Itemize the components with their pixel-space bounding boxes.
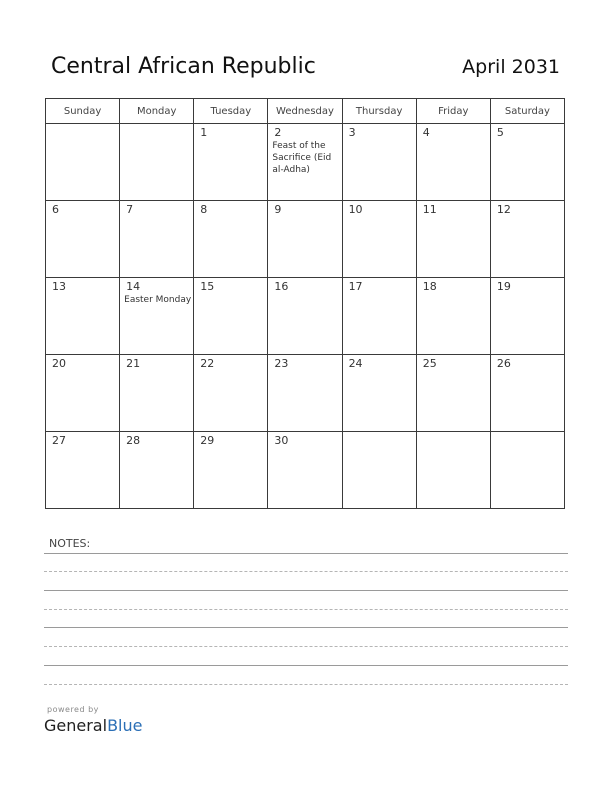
calendar-month-label: April 2031 [462,56,560,78]
calendar-day-cell [416,201,490,278]
calendar-day-cell [194,278,268,355]
calendar-day-cell [120,124,194,201]
day-number: 18 [422,280,437,293]
generalblue-logo [44,716,142,735]
calendar-day-cell [268,201,342,278]
day-number: 7 [126,203,134,216]
calendar-day-cell [268,278,342,355]
day-number: 2 [274,126,282,139]
day-number: 10 [348,203,363,216]
day-number: 19 [496,280,511,293]
holiday-label: Easter Monday [124,295,192,305]
calendar-day-cell [46,124,120,201]
calendar-day-cell [342,355,416,432]
weekday-header: Thursday [342,99,416,124]
day-number: 3 [348,126,356,139]
calendar-week-row [46,201,565,278]
weekday-header: Saturday [490,99,564,124]
notes-line [44,665,568,666]
calendar-day-cell [268,355,342,432]
calendar-week-row [46,432,565,509]
notes-line [44,590,568,591]
day-number: 21 [126,357,141,370]
brand-general-text: General [44,716,108,735]
day-number: 4 [422,126,430,139]
notes-line [44,571,568,572]
calendar-day-cell [416,432,490,509]
day-number: 15 [200,280,215,293]
weekday-header: Friday [416,99,490,124]
day-number: 9 [274,203,282,216]
holiday-label: Feast of the Sacrifice (Eid al-Adha) [272,141,332,175]
calendar-country-title: Central African Republic [51,54,316,79]
brand-blue-text: Blue [107,716,143,735]
calendar-day-cell [342,278,416,355]
calendar-day-cell [268,124,342,201]
day-number: 30 [274,434,289,447]
calendar-day-cell [120,278,194,355]
notes-line [44,646,568,647]
day-number: 26 [496,357,511,370]
calendar-day-cell [194,201,268,278]
calendar-day-cell [120,355,194,432]
powered-by-text: powered by [47,705,99,714]
weekday-header: Wednesday [268,99,342,124]
day-number: 24 [348,357,363,370]
calendar-day-cell [120,432,194,509]
calendar-day-cell [416,355,490,432]
day-number: 23 [274,357,289,370]
day-number: 17 [348,280,363,293]
calendar-day-cell [490,355,564,432]
calendar-week-row [46,278,565,355]
calendar-week-row [46,124,565,201]
calendar-day-cell [46,201,120,278]
weekday-header: Sunday [46,99,120,124]
weekday-header: Tuesday [194,99,268,124]
calendar-day-cell [490,201,564,278]
month-calendar-grid [45,98,565,509]
day-number: 5 [496,126,504,139]
calendar-day-cell [268,432,342,509]
calendar-day-cell [342,201,416,278]
weekday-header-row [46,99,565,124]
calendar-day-cell [416,124,490,201]
day-number: 8 [200,203,208,216]
calendar-day-cell [342,124,416,201]
day-number: 29 [200,434,215,447]
day-number: 20 [52,357,66,370]
calendar-day-cell [194,124,268,201]
notes-line [44,627,568,628]
calendar-week-row [46,355,565,432]
weekday-header: Monday [120,99,194,124]
day-number: 22 [200,357,215,370]
calendar-day-cell [490,278,564,355]
day-number: 13 [52,280,66,293]
day-number: 27 [52,434,66,447]
day-number: 11 [422,203,437,216]
calendar-day-cell [46,355,120,432]
notes-line [44,553,568,554]
day-number: 14 [126,280,141,293]
calendar-day-cell [194,432,268,509]
day-number: 12 [496,203,511,216]
calendar-day-cell [46,278,120,355]
calendar-day-cell [342,432,416,509]
day-number: 1 [200,126,208,139]
day-number: 16 [274,280,289,293]
day-number: 6 [52,203,59,216]
calendar-day-cell [46,432,120,509]
notes-line [44,609,568,610]
calendar-day-cell [120,201,194,278]
calendar-day-cell [416,278,490,355]
day-number: 25 [422,357,437,370]
calendar-day-cell [490,432,564,509]
calendar-weeks [46,124,565,509]
calendar-day-cell [490,124,564,201]
notes-line [44,684,568,685]
day-number: 28 [126,434,141,447]
notes-label: NOTES: [49,537,91,550]
calendar-day-cell [194,355,268,432]
